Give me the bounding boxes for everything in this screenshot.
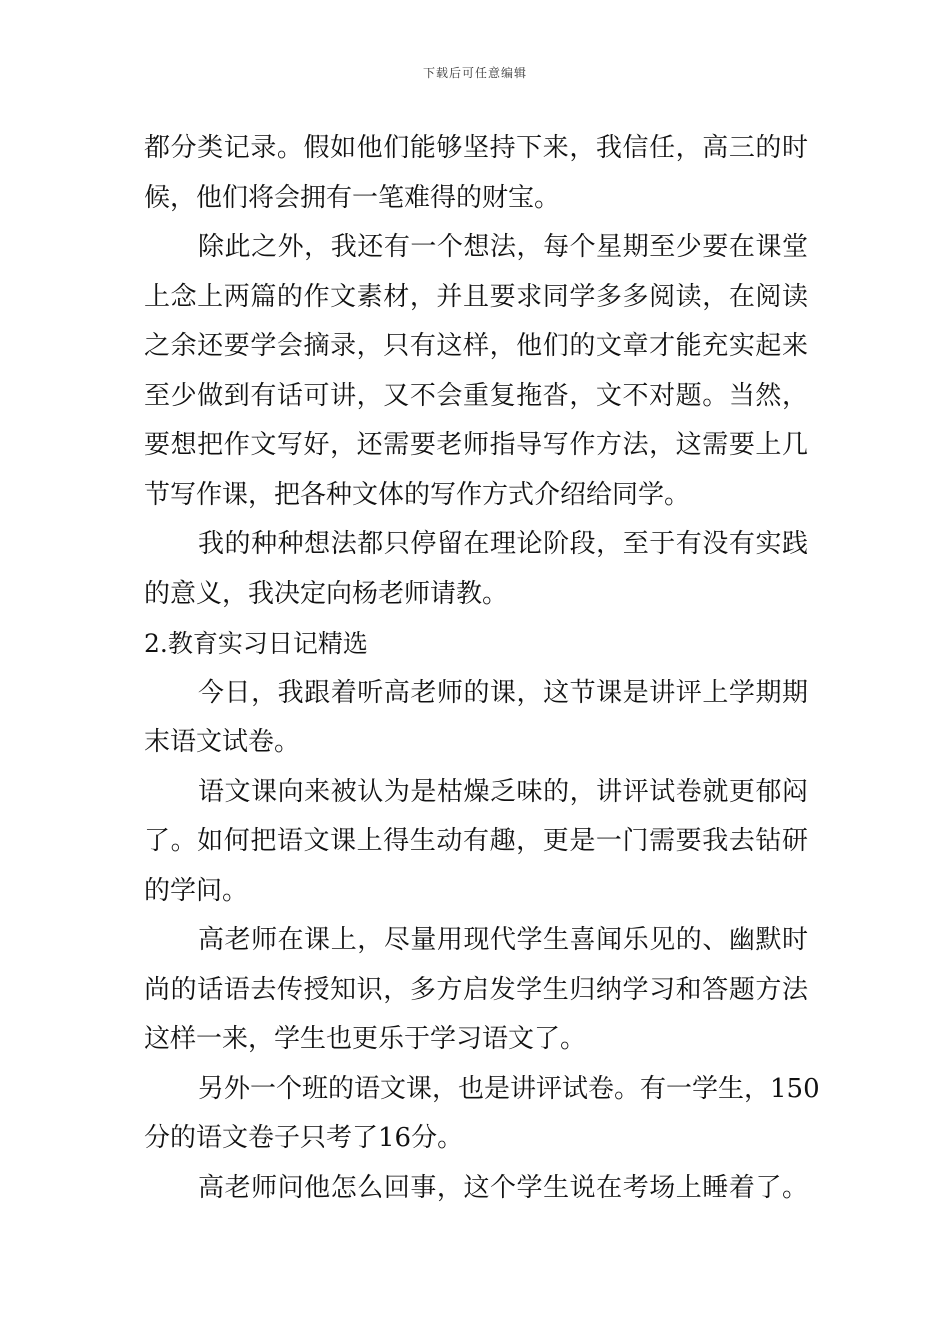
text-line-18: 尚的话语去传授知识，多方启发学生归纳学习和答题方法 [144,974,808,1005]
page-header: 下载后可任意编辑 [422,66,527,80]
text-line-7: 要想把作文写好，还需要老师指导写作方法，这需要上几 [144,430,808,460]
text-line-9: 我的种种想法都只停留在理论阶段，至于有没有实践 [198,529,808,559]
text-line-17: 高老师在课上，尽量用现代学生喜闻乐见的、幽默时 [198,925,808,955]
text-line-13: 末语文试卷。 [144,727,301,757]
text-line-14: 语文课向来被认为是枯燥乏味的，讲评试卷就更郁闷 [198,776,808,807]
text-line-19: 这样一来，学生也更乐于学习语文了。 [144,1024,587,1054]
text-line-10: 的意义，我决定向杨老师请教。 [144,578,509,609]
section-heading: 2.教育实习日记精选 [144,629,368,658]
text-line-1: 都分类记录。假如他们能够坚持下来，我信任，高三的时 [144,133,808,163]
text-line-15: 了。如何把语文课上得生动有趣，更是一门需要我去钻研 [144,826,808,856]
text-line-3: 除此之外，我还有一个想法，每个星期至少要在课堂 [198,232,808,262]
text-line-21: 分的语文卷子只考了16分。 [144,1123,464,1153]
text-line-22: 高老师问他怎么回事，这个学生说在考场上睡着了。 [198,1172,808,1203]
document-body [144,124,820,1213]
text-line-2: 候，他们将会拥有一笔难得的财宝。 [144,182,561,213]
text-line-5: 之余还要学会摘录，只有这样，他们的文章才能充实起来 [144,331,808,361]
text-line-16: 的学问。 [144,875,249,906]
text-line-12: 今日，我跟着听高老师的课，这节课是讲评上学期期 [198,677,808,708]
text-line-6: 至少做到有话可讲，又不会重复拖沓，文不对题。当然， [144,380,808,411]
text-line-20: 另外一个班的语文课，也是讲评试卷。有一学生，150 [198,1073,820,1104]
text-line-4: 上念上两篇的作文素材，并且要求同学多多阅读，在阅读 [144,281,808,312]
text-line-8: 节写作课，把各种文体的写作方式介绍给同学。 [144,479,691,510]
